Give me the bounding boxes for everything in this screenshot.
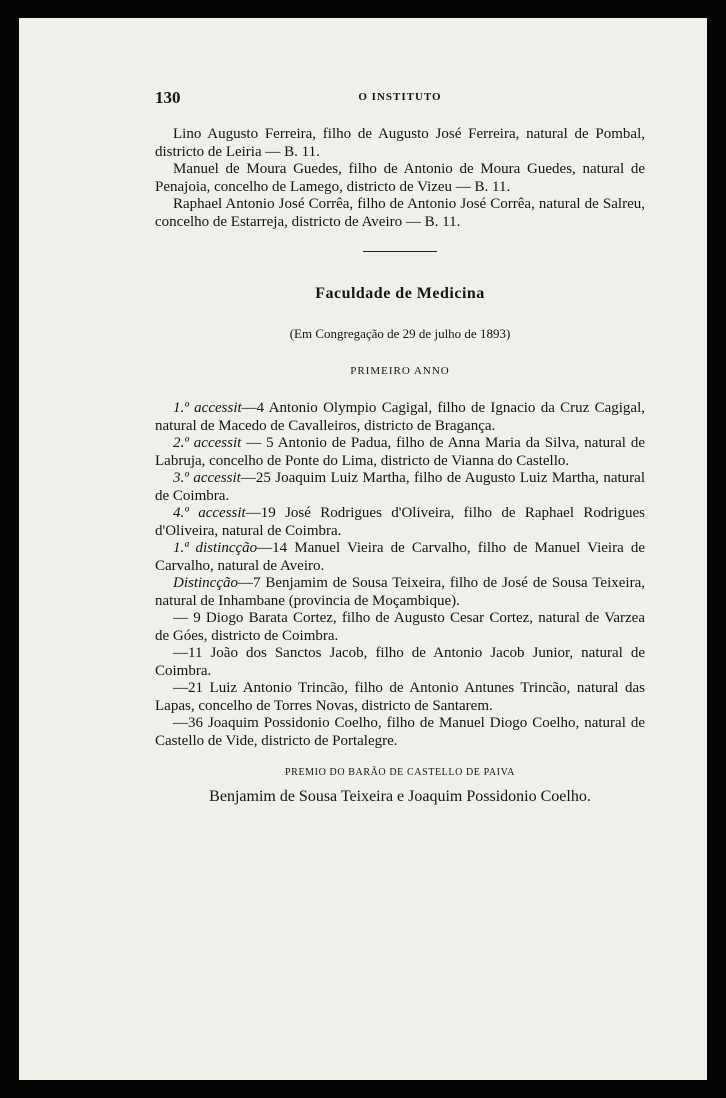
award-entry	[155, 435, 645, 470]
award-entry	[155, 610, 645, 645]
section-title: Faculdade de Medicina	[315, 285, 485, 302]
award-text: —36 Joaquim Possidonio Coelho, filho de Manuel Diogo Coelho, natural de Castello de Vide, districto de Portalegre.	[155, 715, 645, 749]
award-text: —4 Antonio Olympio Cagigal, filho de Ignacio da Cruz Cagigal, natural de Macedo de Cavalleiros, districto de Bragança.	[155, 400, 645, 434]
award-text: — 5 Antonio de Padua, filho de Anna Maria da Silva, natural de Labruja, concelho de Ponte do Lima, districto de Vianna do Castello.	[155, 435, 645, 469]
award-label: 1.ª distincção	[173, 540, 258, 556]
year-heading: PRIMEIRO ANNO	[350, 365, 450, 377]
award-entry	[155, 505, 645, 540]
award-text: —14 Manuel Vieira de Carvalho, filho de Manuel Vieira de Carvalho, natural de Aveiro.	[155, 540, 646, 574]
running-title: O INSTITUTO	[358, 91, 442, 103]
award-label: 1.º accessit	[173, 400, 242, 416]
award-text: — 9 Diogo Barata Cortez, filho de Augusto Cesar Cortez, natural de Varzea de Góes, districto de Coimbra.	[155, 610, 645, 644]
award-label: Distincção	[173, 575, 238, 591]
award-label: 4.º accessit	[173, 505, 246, 521]
award-entry	[155, 575, 645, 610]
award-text: —25 Joaquim Luiz Martha, filho de Augusto Luiz Martha, natural de Coimbra.	[155, 470, 645, 504]
book-page	[19, 18, 707, 1080]
session-note: (Em Congregação de 29 de julho de 1893)	[289, 326, 511, 341]
prize-heading: PREMIO DO BARÃO DE CASTELLO DE PAIVA	[285, 767, 515, 778]
student-entry: Manuel de Moura Guedes, filho de Antonio de Moura Guedes, natural de Penajoia, concelho de Lamego, districto de Vizeu — B. 11.	[155, 161, 645, 195]
award-label: 2.º accessit	[173, 435, 242, 451]
award-entry	[155, 645, 645, 680]
page-content	[155, 88, 645, 807]
award-text: —7 Benjamim de Sousa Teixeira, filho de José de Sousa Teixeira, natural de Inhambane (provincia de Moçambique).	[155, 575, 645, 609]
award-label: 3.º accessit	[173, 470, 241, 486]
prize-winners: Benjamim de Sousa Teixeira e Joaquim Possidonio Coelho.	[209, 788, 591, 805]
award-text: —19 José Rodrigues d'Oliveira, filho de Raphael Rodrigues d'Oliveira, natural de Coimbra.	[155, 505, 646, 539]
student-entry: Raphael Antonio José Corrêa, filho de Antonio José Corrêa, natural de Salreu, concelho de Estarreja, districto de Aveiro — B. 11.	[155, 196, 645, 230]
award-text: —21 Luiz Antonio Trincão, filho de Antonio Antunes Trincão, natural das Lapas, concelho de Torres Novas, districto de Santarem.	[155, 680, 645, 714]
award-entry	[155, 470, 645, 505]
award-text: —11 João dos Sanctos Jacob, filho de Antonio Jacob Junior, natural de Coimbra.	[155, 645, 645, 679]
award-entry	[155, 715, 645, 750]
section-divider	[363, 251, 437, 252]
award-entry	[155, 400, 645, 435]
running-head	[155, 88, 645, 110]
student-entry: Lino Augusto Ferreira, filho de Augusto José Ferreira, natural de Pombal, districto de Leiria — B. 11.	[155, 126, 645, 160]
award-entry	[155, 680, 645, 715]
award-entry	[155, 540, 645, 575]
page-number: 130	[155, 88, 181, 107]
